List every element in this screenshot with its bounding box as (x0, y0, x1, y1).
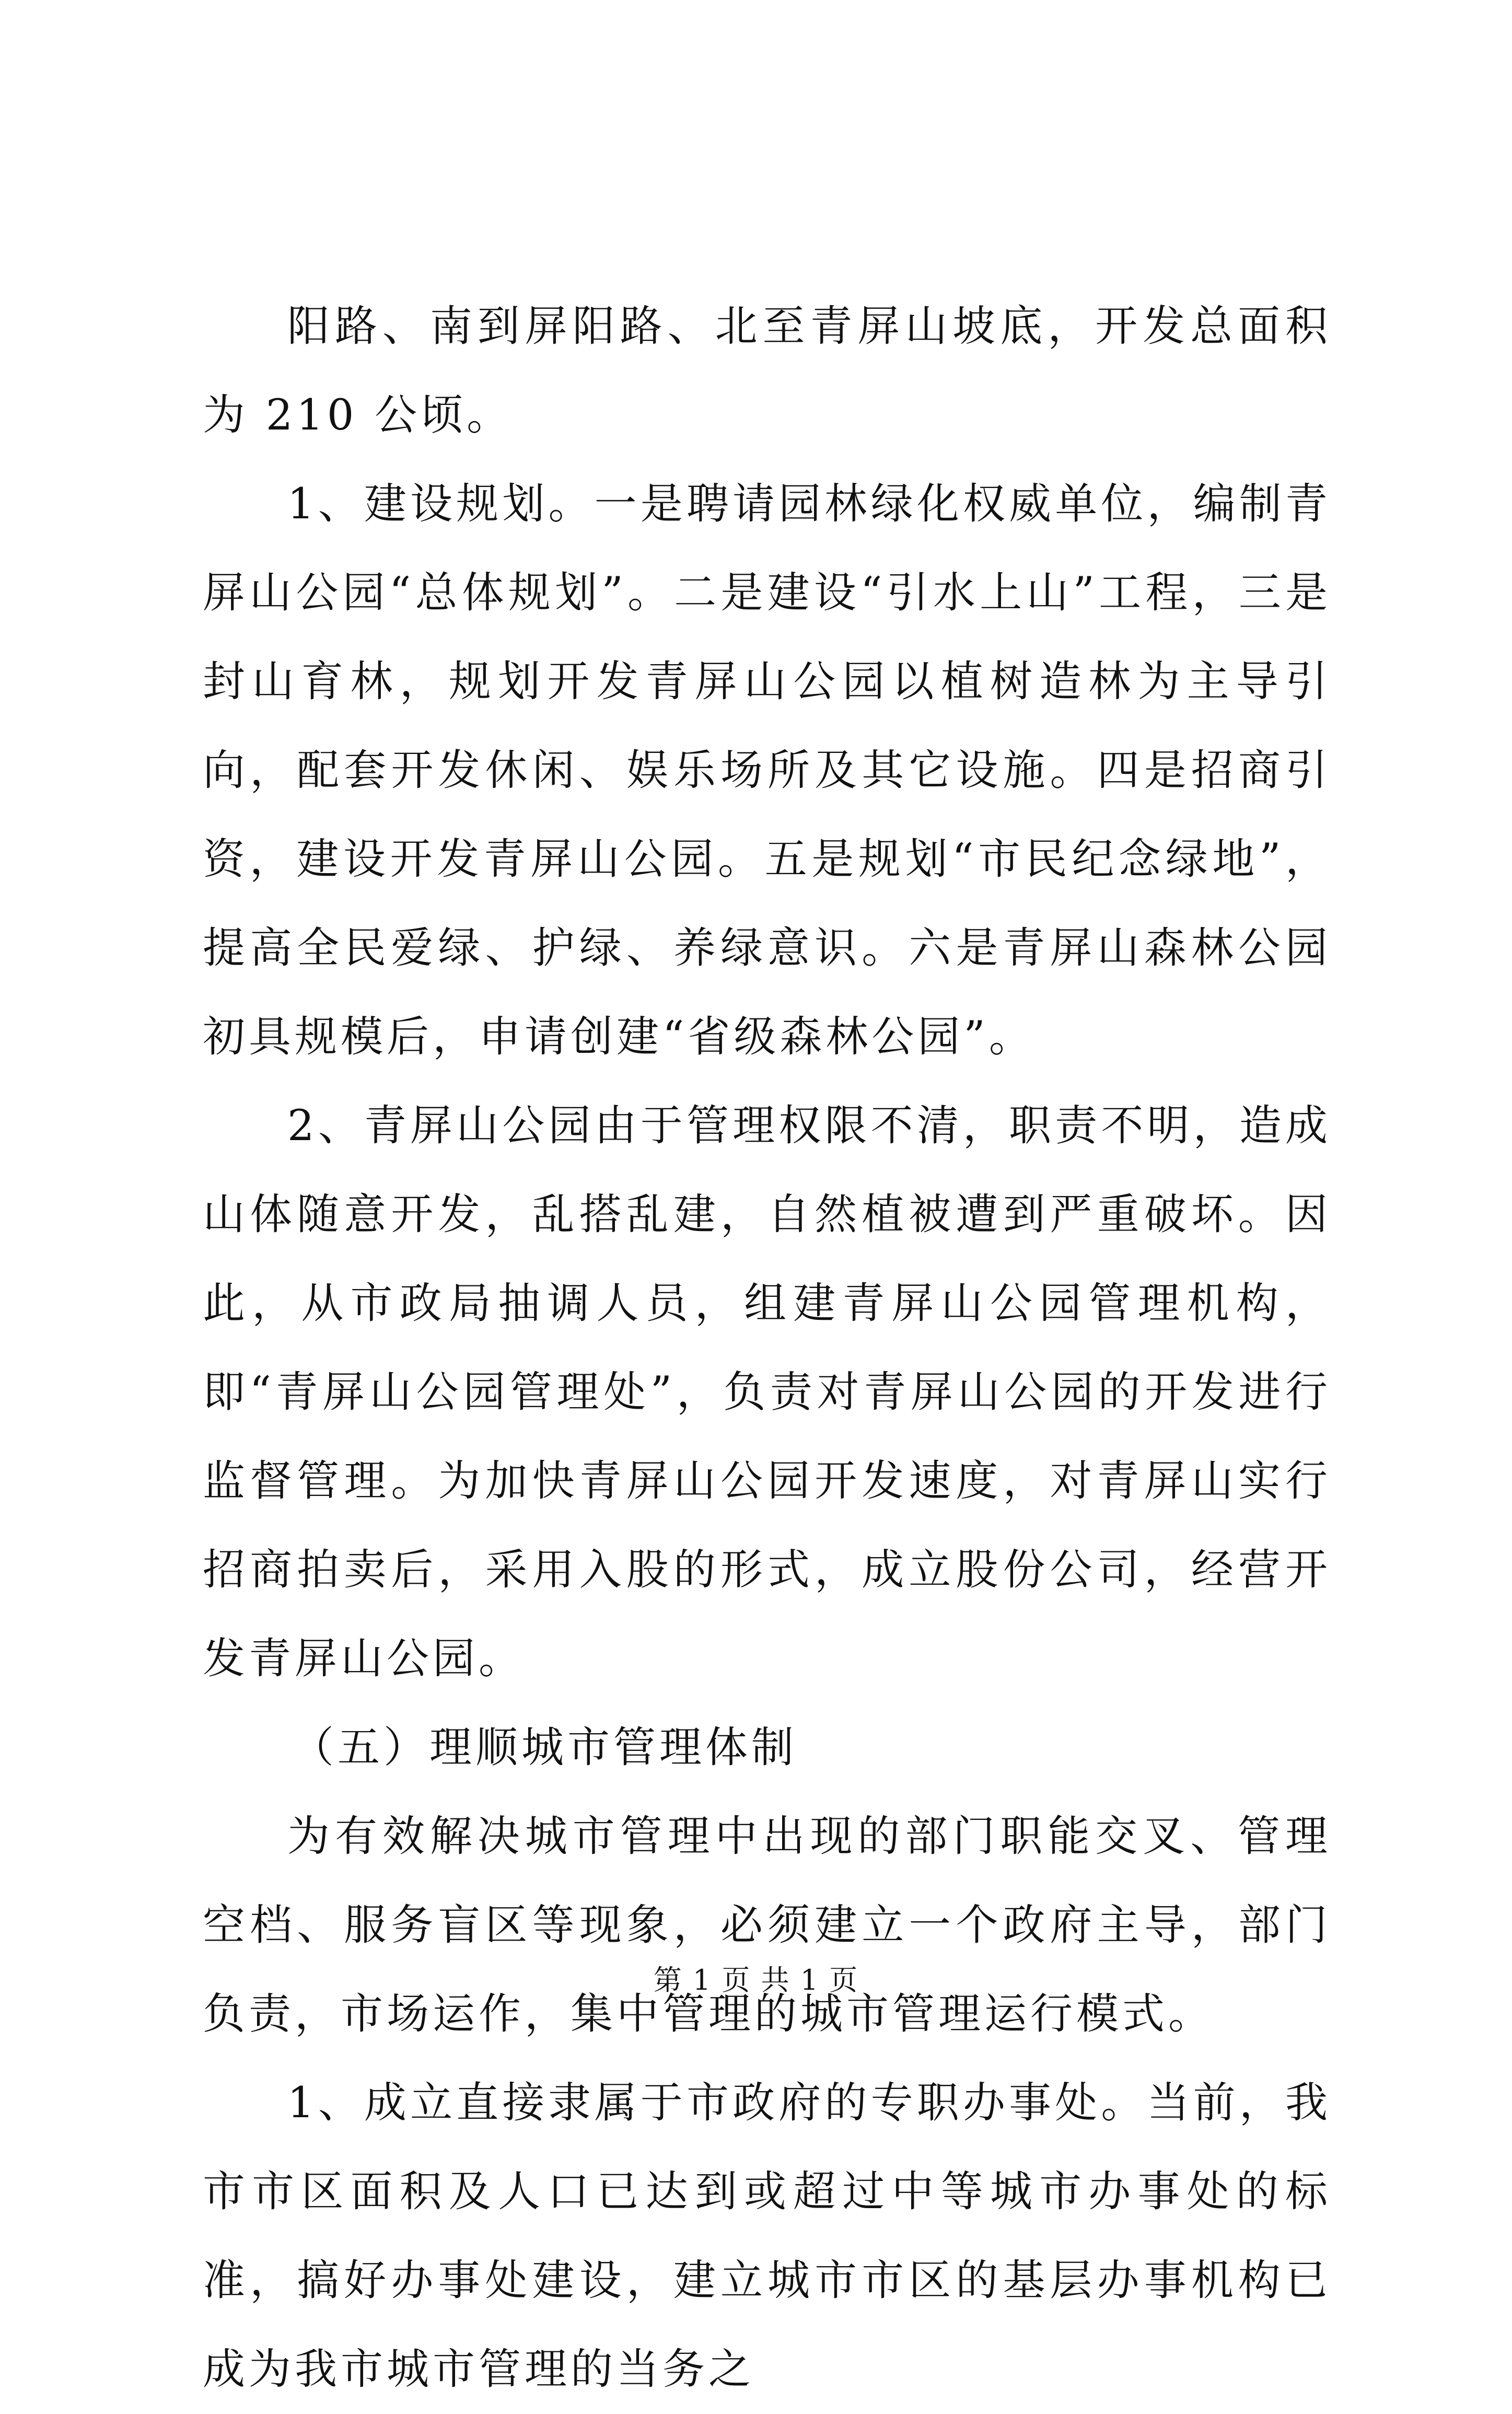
section-heading: （五）理顺城市管理体制 (292, 1723, 798, 1772)
page-footer: 第 1 页 共 1 页 (653, 1964, 859, 1997)
paragraph-continuation: 阳路、南到屏阳路、北至青屏山坡底，开发总面积为 210 公顷。 (203, 302, 1331, 440)
paragraph-park-management: 2、青屏山公园由于管理权限不清，职责不明，造成山体随意开发，乱搭乱建，自然植被遭到严重破坏。因此，从市政局抽调人员，组建青屏山公园管理机构，即“青屏山公园管理处”，负责对青屏山公园的开发进行监督管理。为加快青屏山公园开发速度，对青屏山实行招商拍卖后，采用入股的形式，成立股份公司，经营开发青屏山公园。 (203, 1101, 1331, 1684)
paragraph-management-system: 为有效解决城市管理中出现的部门职能交叉、管理空档、服务盲区等现象，必须建立一个政府主导，部门负责，市场运作，集中管理的城市管理运行模式。 (203, 1812, 1331, 2039)
paragraph-construction-plan: 1、建设规划。一是聘请园林绿化权威单位，编制青屏山公园“总体规划”。二是建设“引水上山”工程，三是封山育林，规划开发青屏山公园以植树造林为主导引向，配套开发休闲、娱乐场所及其它设施。四是招商引资，建设开发青屏山公园。五是规划“市民纪念绿地”，提高全民爱绿、护绿、养绿意识。六是青屏山森林公园初具规模后，申请创建“省级森林公园”。 (203, 480, 1332, 1062)
paragraph-office-establishment: 1、成立直接隶属于市政府的专职办事处。当前，我市市区面积及人口已达到或超过中等城市办事处的标准，搞好办事处建设，建立城市市区的基层办事机构已成为我市城市管理的当务之 (203, 2079, 1331, 2394)
document-body (203, 282, 1331, 2414)
